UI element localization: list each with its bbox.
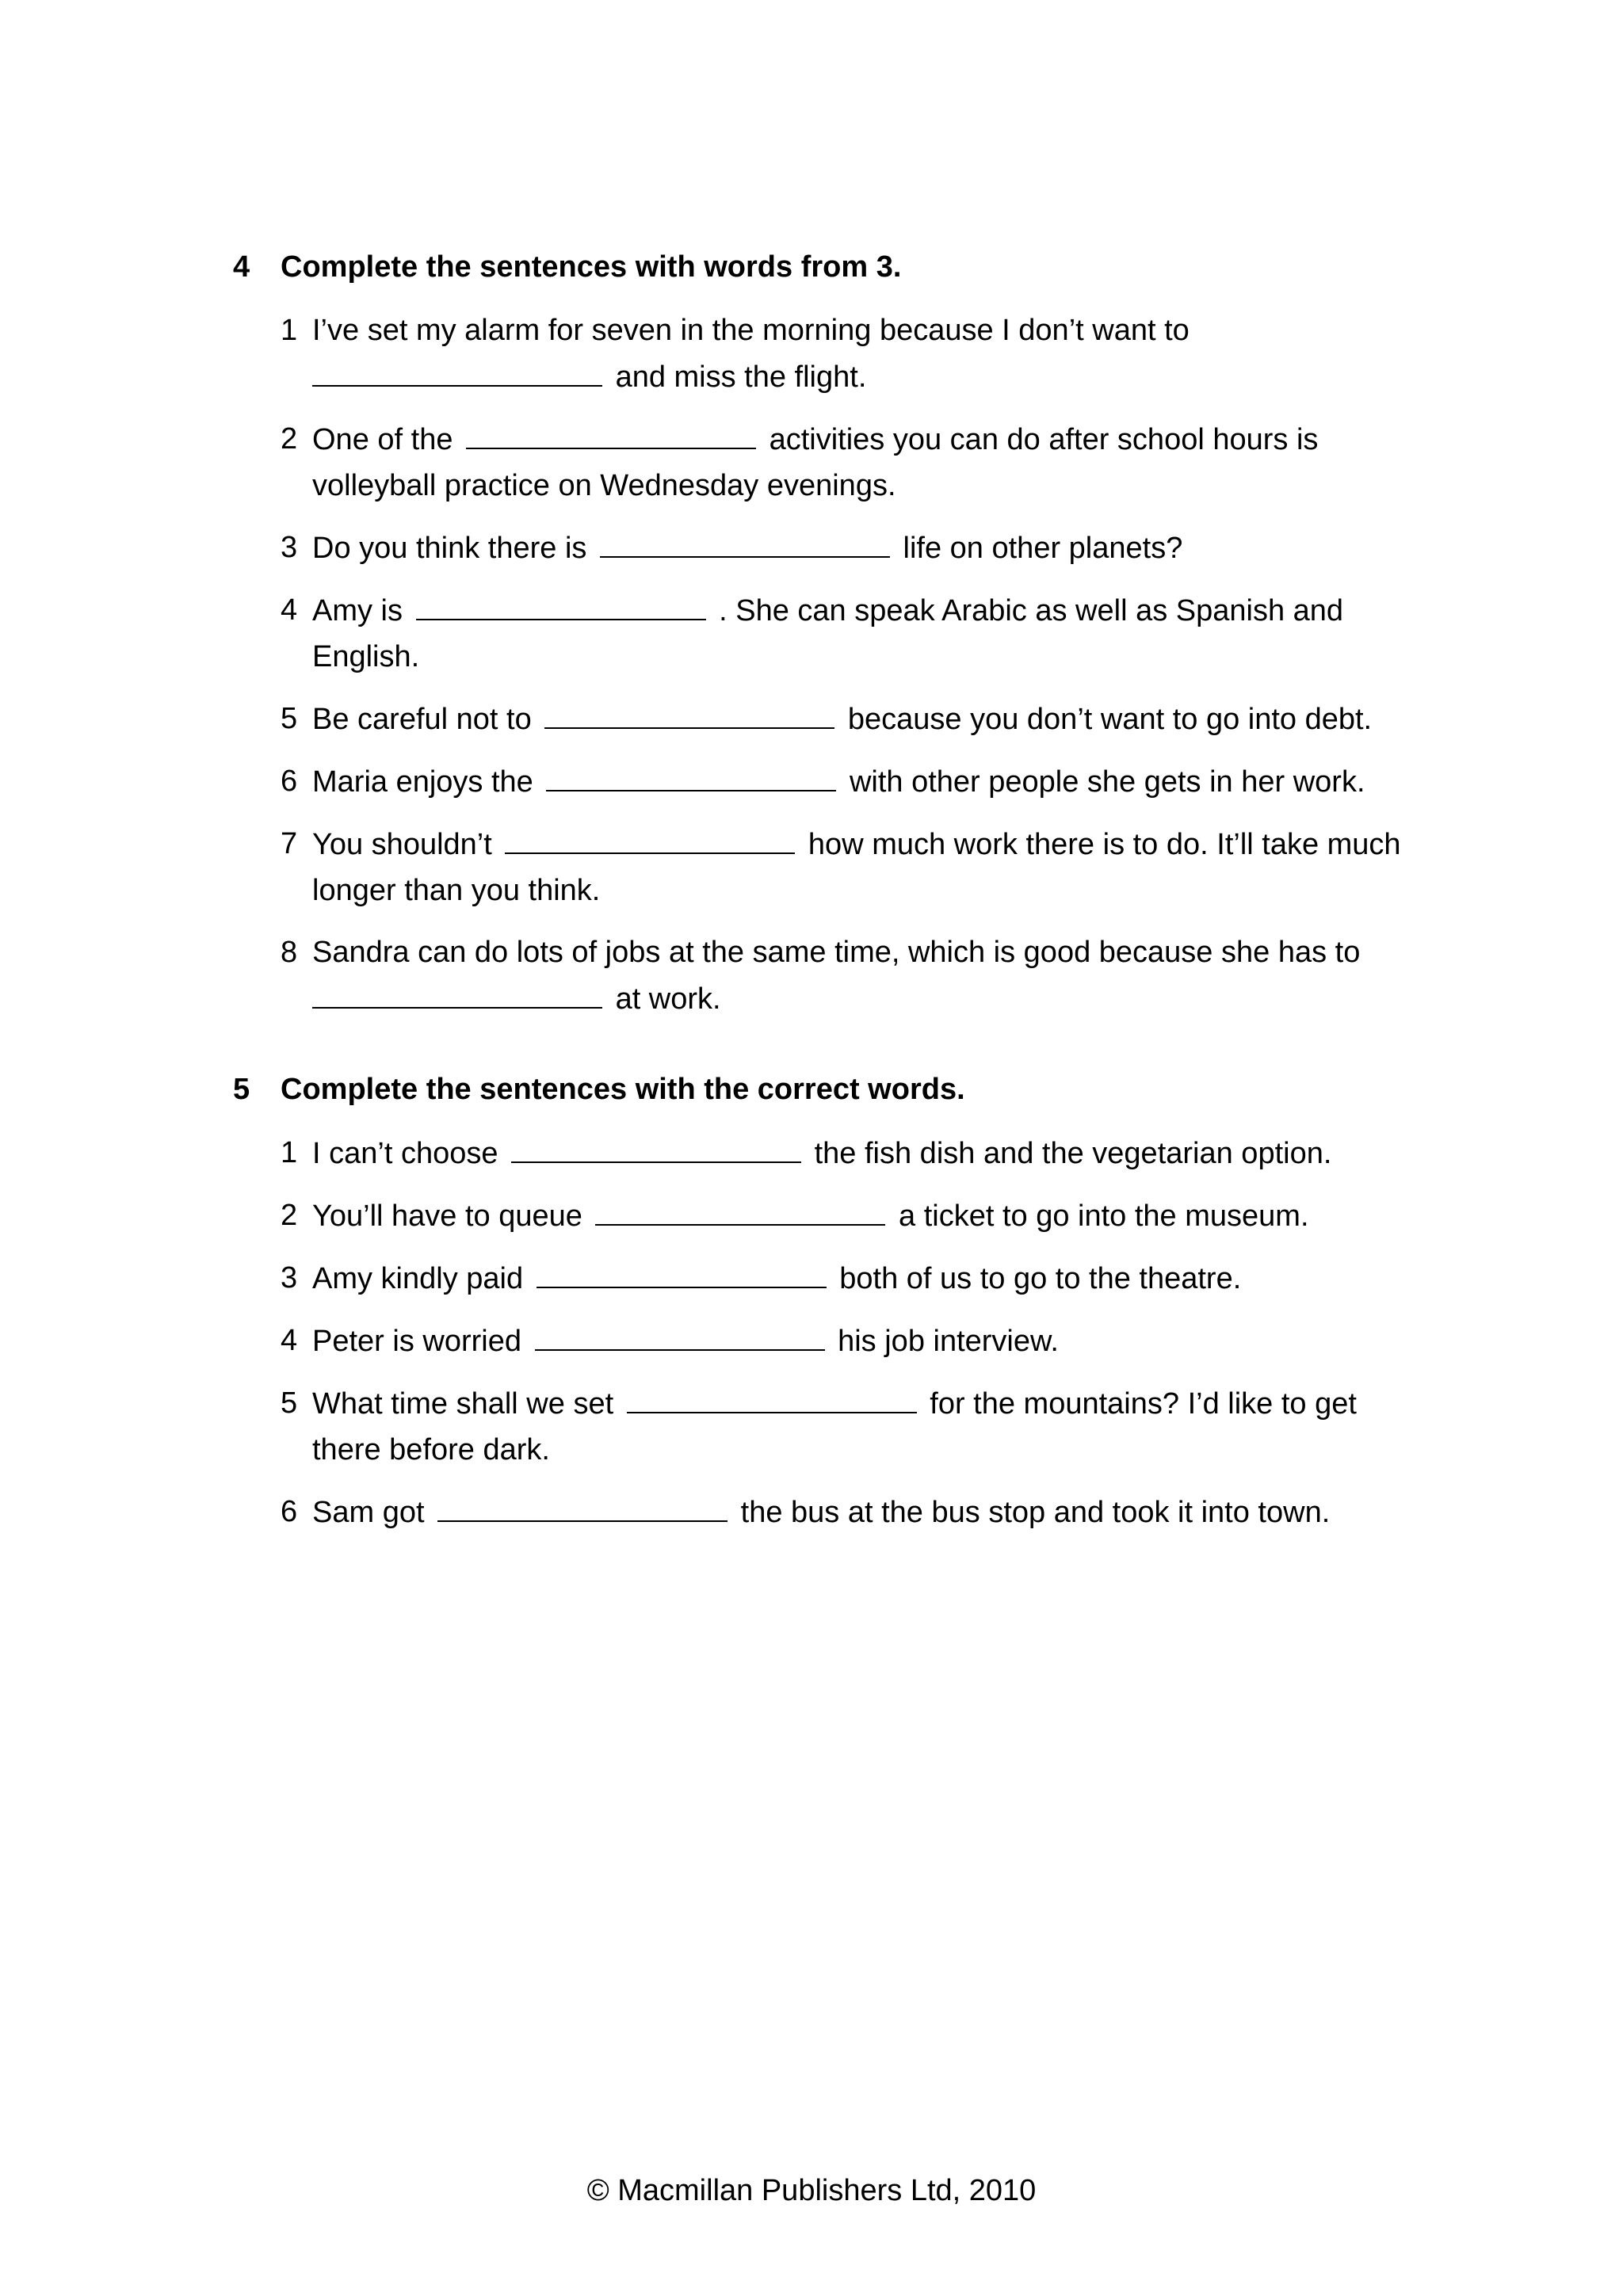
- sentence-before: Sam got: [312, 1496, 425, 1529]
- sentence-number: 3: [281, 531, 298, 564]
- answer-blank[interactable]: [600, 524, 890, 558]
- sentence-item: [233, 1489, 1422, 1535]
- sentence-text: [312, 696, 1422, 742]
- sentence-after: and miss the flight.: [615, 360, 867, 394]
- sentence-item: [233, 1255, 1422, 1302]
- sentence-after: at work.: [615, 982, 721, 1016]
- sentence-number: 4: [281, 1324, 298, 1357]
- sentence-before: You shouldn’t: [312, 828, 492, 861]
- sentence-list: [233, 307, 1422, 1022]
- sentence-item: [233, 307, 1422, 400]
- sentence-item: [233, 1380, 1422, 1473]
- exercise-number: 4: [233, 250, 250, 284]
- sentence-after: both of us to go to the theatre.: [839, 1262, 1242, 1295]
- sentence-after: . She can speak Arabic as well as Spanish and English.: [312, 594, 1344, 673]
- sentence-after: life on other planets?: [903, 532, 1183, 565]
- sentence-text: [312, 1380, 1422, 1473]
- sentence-item: [233, 758, 1422, 805]
- answer-blank[interactable]: [312, 353, 602, 387]
- sentence-number: 1: [281, 314, 298, 347]
- sentence-after: the fish dish and the vegetarian option.: [814, 1137, 1332, 1170]
- answer-blank[interactable]: [535, 1318, 825, 1351]
- exercise-4: [233, 246, 1422, 1038]
- sentence-number: 6: [281, 765, 298, 798]
- sentence-before: Amy is: [312, 594, 403, 627]
- sentence-before: Peter is worried: [312, 1325, 521, 1358]
- exercise-number: 5: [233, 1073, 250, 1106]
- sentence-number: 2: [281, 1199, 298, 1232]
- sentence-after: his job interview.: [838, 1325, 1059, 1358]
- sentence-before: Amy kindly paid: [312, 1262, 524, 1295]
- sentence-text: [312, 929, 1422, 1022]
- sentence-before: You’ll have to queue: [312, 1199, 582, 1233]
- answer-blank[interactable]: [466, 416, 756, 449]
- sentence-after: activities you can do after school hours is volleyball practice on Wednesday evenings.: [312, 423, 1319, 502]
- sentence-text: [312, 307, 1422, 400]
- sentence-item: [233, 1130, 1422, 1177]
- sentence-number: 6: [281, 1495, 298, 1528]
- answer-blank[interactable]: [312, 975, 602, 1009]
- sentence-before: What time shall we set: [312, 1387, 614, 1421]
- sentence-before: I’ve set my alarm for seven in the morning because I don’t want to: [312, 314, 1190, 347]
- sentence-item: [233, 416, 1422, 509]
- sentence-text: [312, 821, 1422, 913]
- sentence-number: 7: [281, 827, 298, 860]
- sentence-text: [312, 1489, 1422, 1535]
- sentence-item: [233, 821, 1422, 913]
- sentence-item: [233, 524, 1422, 571]
- sentence-text: [312, 1255, 1422, 1302]
- sentence-after: how much work there is to do. It’ll take much longer than you think.: [312, 828, 1401, 907]
- answer-blank[interactable]: [437, 1489, 727, 1522]
- sentence-item: [233, 1192, 1422, 1239]
- sentence-text: [312, 1192, 1422, 1239]
- sentence-number: 5: [281, 702, 298, 735]
- sentence-after: with other people she gets in her work.: [849, 765, 1365, 799]
- exercise-5: [233, 1068, 1422, 1551]
- sentence-number: 2: [281, 422, 298, 456]
- sentence-text: [312, 416, 1422, 509]
- sentence-number: 5: [281, 1386, 298, 1420]
- sentence-after: the bus at the bus stop and took it into town.: [740, 1496, 1331, 1529]
- sentence-number: 1: [281, 1136, 298, 1169]
- answer-blank[interactable]: [537, 1255, 827, 1288]
- exercise-instruction: Complete the sentences with the correct words.: [281, 1073, 965, 1106]
- sentence-text: [312, 587, 1422, 680]
- answer-blank[interactable]: [505, 821, 795, 854]
- sentence-before: Be careful not to: [312, 703, 532, 736]
- exercise-heading: [233, 246, 1422, 288]
- sentence-after: for the mountains? I’d like to get there before dark.: [312, 1387, 1357, 1466]
- answer-blank[interactable]: [595, 1192, 885, 1226]
- sentence-before: I can’t choose: [312, 1137, 498, 1170]
- sentence-text: [312, 1318, 1422, 1364]
- sentence-before: Do you think there is: [312, 532, 587, 565]
- sentence-number: 4: [281, 593, 298, 627]
- sentence-before: One of the: [312, 423, 453, 456]
- sentence-before: Maria enjoys the: [312, 765, 533, 799]
- answer-blank[interactable]: [627, 1380, 917, 1413]
- sentence-after: a ticket to go into the museum.: [899, 1199, 1309, 1233]
- sentence-item: [233, 587, 1422, 680]
- answer-blank[interactable]: [416, 587, 706, 620]
- sentence-after: because you don’t want to go into debt.: [847, 703, 1373, 736]
- exercise-instruction: Complete the sentences with words from 3.: [281, 250, 902, 284]
- answer-blank[interactable]: [511, 1130, 801, 1163]
- sentence-text: [312, 1130, 1422, 1177]
- sentence-item: [233, 929, 1422, 1022]
- sentence-item: [233, 1318, 1422, 1364]
- sentence-text: [312, 524, 1422, 571]
- sentence-item: [233, 696, 1422, 742]
- sentence-before: Sandra can do lots of jobs at the same time, which is good because she has to: [312, 936, 1361, 969]
- exercise-heading: [233, 1068, 1422, 1111]
- sentence-number: 3: [281, 1261, 298, 1295]
- copyright-footer: © Macmillan Publishers Ltd, 2010: [586, 2174, 1037, 2207]
- sentence-list: [233, 1130, 1422, 1535]
- answer-blank[interactable]: [546, 758, 836, 791]
- answer-blank[interactable]: [544, 696, 834, 729]
- sentence-number: 8: [281, 936, 298, 969]
- sentence-text: [312, 758, 1422, 805]
